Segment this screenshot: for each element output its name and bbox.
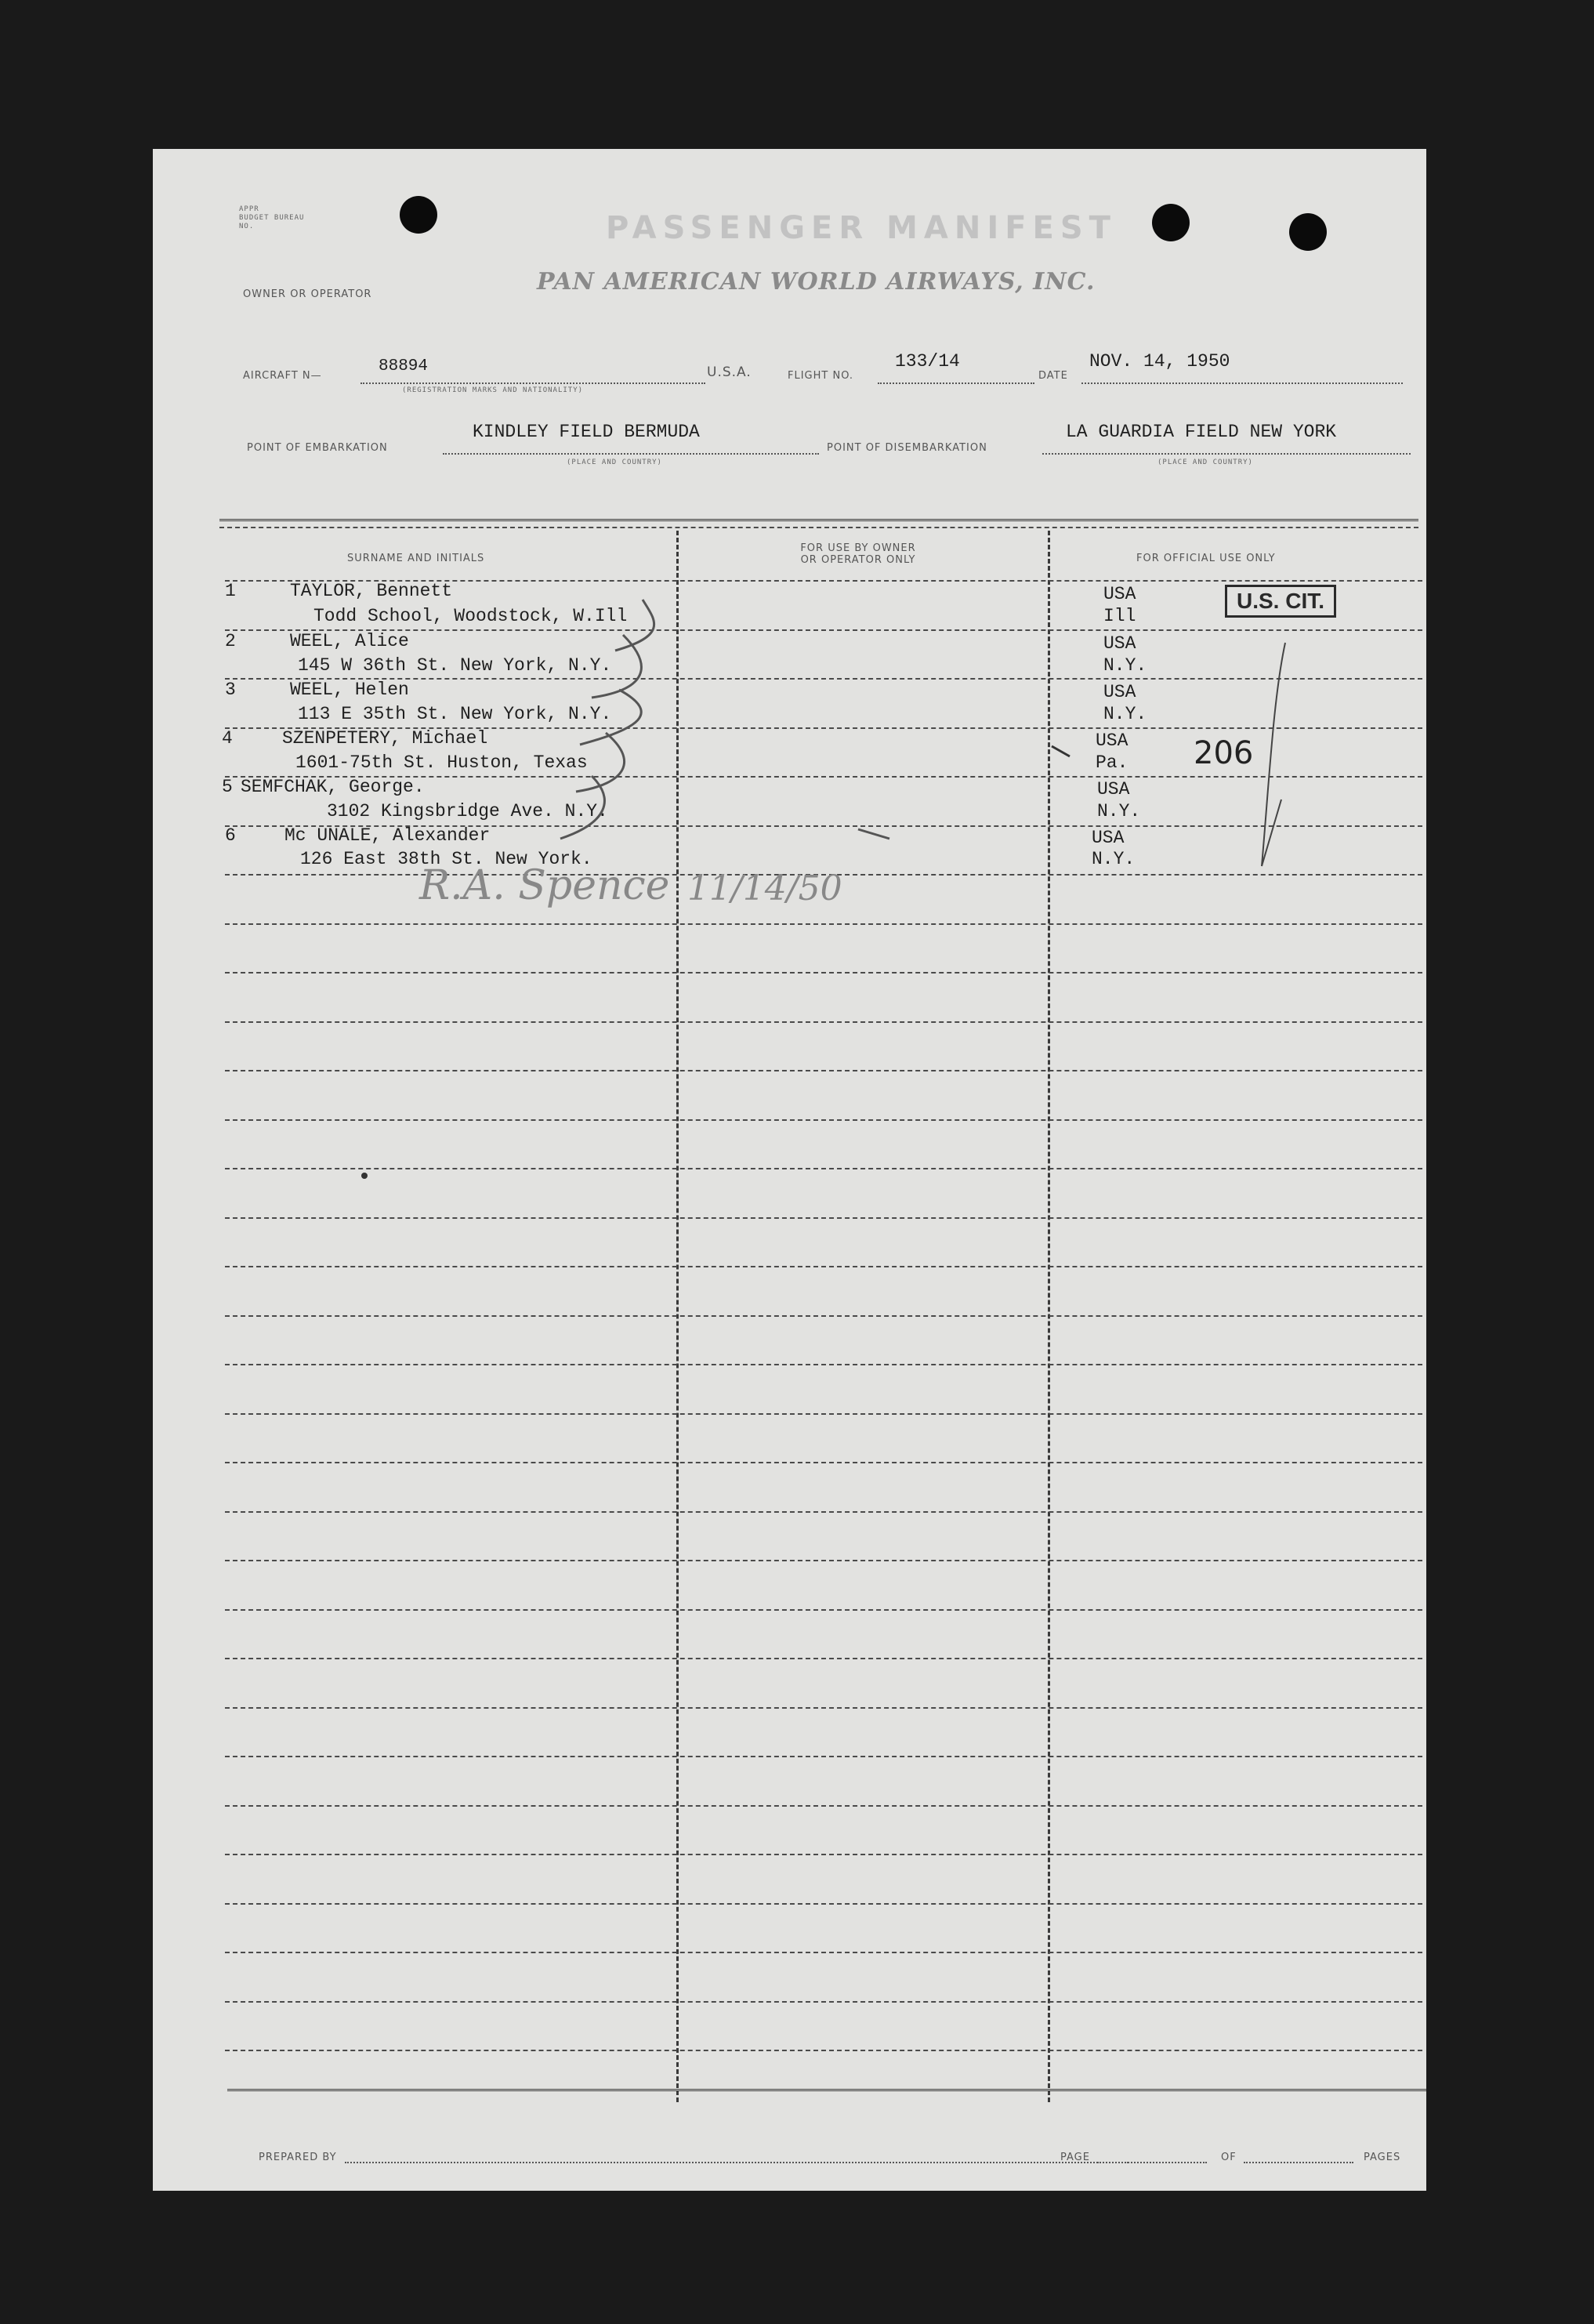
signature-date: 11/14/50 (687, 868, 842, 908)
passenger-address: 1601-75th St. Huston, Texas (295, 752, 588, 773)
embark-label: POINT OF EMBARKATION (247, 442, 388, 454)
manifest-page (153, 149, 1426, 2191)
official-nationality: USA (1096, 731, 1128, 751)
flight-label: FLIGHT NO. (788, 370, 854, 382)
aircraft-value: 88894 (379, 357, 429, 375)
col-header-operator-line: FOR USE BY OWNER (800, 542, 916, 554)
prepared-underline (345, 2162, 1128, 2163)
citizenship-stamp: U.S. CIT. (1225, 585, 1336, 618)
aircraft-caption: (REGISTRATION MARKS AND NATIONALITY) (402, 386, 584, 394)
passenger-name: WEEL, Alice (290, 631, 409, 651)
tick-mark (1052, 746, 1070, 756)
check-marks (560, 600, 654, 839)
passenger-number: 1 (225, 581, 236, 601)
aircraft-label: AIRCRAFT N— (243, 370, 322, 382)
prepared-label: PREPARED BY (259, 2152, 337, 2163)
owner-value: PAN AMERICAN WORLD AIRWAYS, INC. (537, 268, 1096, 295)
page-label: PAGE (1060, 2152, 1090, 2163)
official-state: N.Y. (1097, 801, 1141, 821)
passenger-address: Todd School, Woodstock, W.Ill (313, 606, 628, 626)
form-title: PASSENGER MANIFEST (606, 210, 1117, 246)
passenger-name: SEMFCHAK, George. (241, 777, 425, 797)
signature: R.A. Spence (419, 862, 670, 909)
passenger-name: TAYLOR, Bennett (290, 581, 453, 601)
date-value: NOV. 14, 1950 (1089, 351, 1230, 372)
official-state: N.Y. (1103, 704, 1147, 724)
embark-value: KINDLEY FIELD BERMUDA (473, 422, 700, 442)
passenger-name: SZENPETERY, Michael (282, 728, 488, 749)
pages-label: PAGES (1364, 2152, 1401, 2163)
passenger-number: 2 (225, 631, 236, 651)
embark-caption: (PLACE AND COUNTRY) (567, 459, 662, 466)
official-nationality: USA (1097, 779, 1130, 799)
col-header-surname: SURNAME AND INITIALS (347, 553, 485, 564)
official-state: Ill (1103, 606, 1136, 626)
official-state: Pa. (1096, 752, 1128, 773)
approval-line: BUDGET BUREAU (239, 214, 305, 222)
passenger-number: 6 (225, 825, 236, 846)
disembark-caption: (PLACE AND COUNTRY) (1157, 459, 1253, 466)
date-label: DATE (1038, 370, 1068, 382)
col-header-operator-line: OR OPERATOR ONLY (800, 554, 916, 566)
passenger-number: 4 (222, 728, 233, 749)
owner-label: OWNER OR OPERATOR (243, 288, 372, 300)
passenger-number: 3 (225, 680, 236, 700)
of-underline (1244, 2162, 1353, 2163)
official-state: N.Y. (1092, 849, 1136, 869)
flight-value: 133/14 (895, 351, 960, 372)
passenger-name: Mc UNALE, Alexander (284, 825, 491, 846)
disembark-label: POINT OF DISEMBARKATION (827, 442, 987, 454)
official-state: N.Y. (1103, 655, 1147, 676)
passenger-address: 126 East 38th St. New York. (300, 849, 592, 869)
country-label: U.S.A. (707, 364, 752, 380)
table-bottom-rule (227, 2089, 1426, 2091)
official-nationality: USA (1103, 682, 1136, 702)
vertical-pen-line (1262, 643, 1285, 866)
approval-line: NO. (239, 223, 255, 230)
approval-line: APPR (239, 205, 259, 213)
passenger-address: 145 W 36th St. New York, N.Y. (298, 655, 612, 676)
passenger-name: WEEL, Helen (290, 680, 409, 700)
of-label: OF (1221, 2152, 1237, 2163)
passenger-number: 5 (222, 777, 233, 797)
official-nationality: USA (1092, 828, 1125, 848)
count-number: 206 (1194, 735, 1254, 771)
pen-marks (153, 149, 1426, 2191)
page-underline (1097, 2162, 1207, 2163)
official-nationality: USA (1103, 584, 1136, 604)
passenger-address: 3102 Kingsbridge Ave. N.Y. (327, 801, 608, 821)
passenger-address: 113 E 35th St. New York, N.Y. (298, 704, 612, 724)
disembark-value: LA GUARDIA FIELD NEW YORK (1066, 422, 1337, 442)
official-nationality: USA (1103, 633, 1136, 654)
ink-dot (361, 1173, 368, 1179)
col-header-official: FOR OFFICIAL USE ONLY (1136, 553, 1276, 564)
tick-mark (858, 829, 889, 839)
